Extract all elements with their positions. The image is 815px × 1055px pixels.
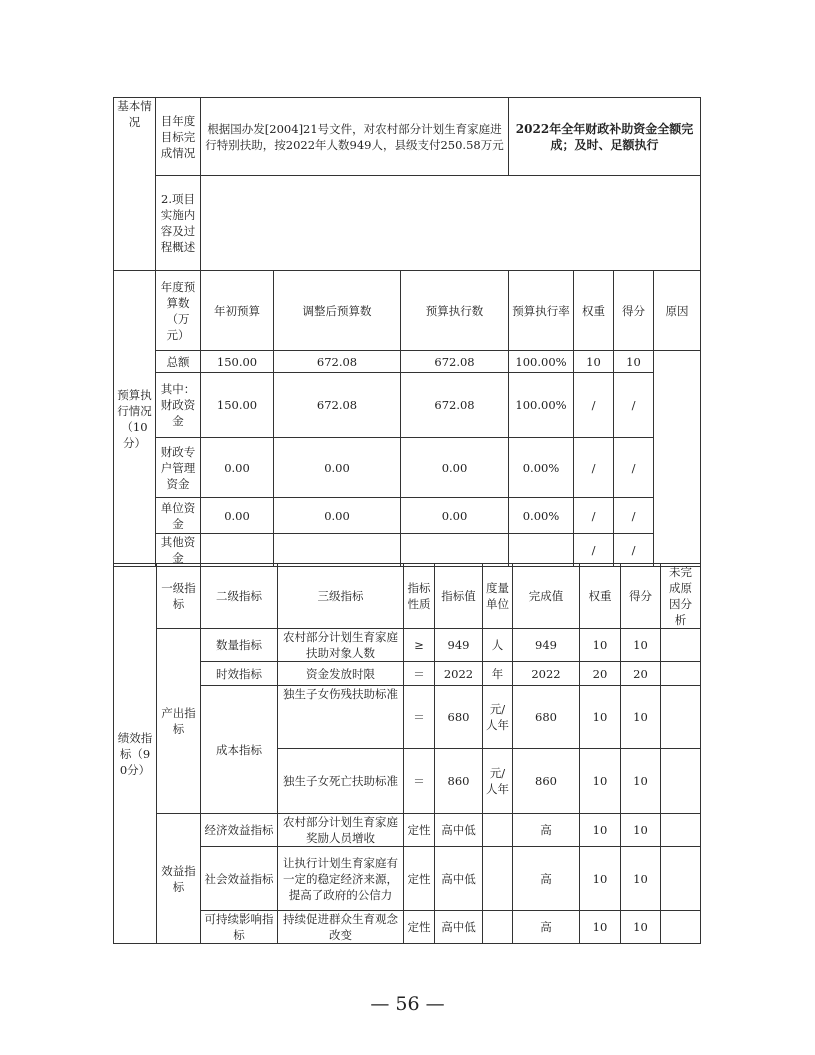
budget-row [114, 534, 701, 567]
level3-indicator: 持续促进群众生育观念改变 [278, 911, 404, 944]
score: / [614, 373, 654, 438]
perf-row [114, 911, 701, 944]
budget-header: 年度预算数（万元） [156, 271, 201, 351]
indicator-nature: 定性 [404, 911, 435, 944]
score: / [614, 438, 654, 498]
weight: 10 [580, 847, 621, 911]
weight: 10 [580, 749, 621, 814]
score: 10 [621, 686, 661, 749]
budget-header: 年初预算 [201, 271, 274, 351]
weight: 20 [580, 662, 621, 686]
indicator-value: 高中低 [435, 814, 483, 847]
executed-budget: 0.00 [401, 498, 509, 534]
row-name: 财政专户管理资金 [156, 438, 201, 498]
initial-budget: 150.00 [201, 373, 274, 438]
score: 10 [621, 629, 661, 662]
indicator-value: 860 [435, 749, 483, 814]
perf-header: 一级指标 [157, 564, 201, 629]
budget-table [113, 270, 701, 567]
adjusted-budget: 672.08 [274, 351, 401, 373]
goal-result: 2022年全年财政补助资金全额完成；及时、足额执行 [509, 98, 701, 176]
budget-header: 调整后预算数 [274, 271, 401, 351]
completed-value: 高 [513, 814, 580, 847]
score: / [614, 534, 654, 567]
weight: 10 [580, 911, 621, 944]
completed-value: 高 [513, 911, 580, 944]
execution-rate: 0.00% [509, 438, 574, 498]
unit: 元/人年 [483, 686, 513, 749]
perf-label: 绩效指标（90分） [114, 564, 157, 944]
weight: / [574, 534, 614, 567]
budget-row [114, 373, 701, 438]
adjusted-budget [274, 534, 401, 567]
performance-table [113, 563, 701, 944]
level3-indicator: 让执行计划生育家庭有一定的稳定经济来源，提高了政府的公信力 [278, 847, 404, 911]
reason-cell [661, 814, 701, 847]
indicator-nature: 定性 [404, 847, 435, 911]
weight: 10 [580, 814, 621, 847]
reason-cell [661, 911, 701, 944]
score: 10 [621, 749, 661, 814]
reason-cell [661, 847, 701, 911]
reason-cell [661, 686, 701, 749]
score: 10 [621, 814, 661, 847]
weight: 10 [574, 351, 614, 373]
executed-budget [401, 534, 509, 567]
indicator-value: 949 [435, 629, 483, 662]
unit [483, 814, 513, 847]
budget-label: 预算执行情况（10分） [114, 271, 156, 567]
initial-budget: 0.00 [201, 498, 274, 534]
budget-header: 原因 [654, 271, 701, 351]
basic-info-table [113, 97, 701, 271]
level2-indicator: 数量指标 [201, 629, 278, 662]
level3-indicator: 农村部分计划生育家庭扶助对象人数 [278, 629, 404, 662]
perf-header: 完成值 [513, 564, 580, 629]
perf-header: 未完成原因分析 [661, 564, 701, 629]
budget-row [114, 498, 701, 534]
weight: / [574, 373, 614, 438]
perf-row [114, 662, 701, 686]
budget-row [114, 351, 701, 373]
score: 10 [621, 847, 661, 911]
executed-budget: 672.08 [401, 373, 509, 438]
executed-budget: 0.00 [401, 438, 509, 498]
perf-row [114, 847, 701, 911]
level2-indicator: 社会效益指标 [201, 847, 278, 911]
page-number: — 56 — [370, 993, 445, 1015]
indicator-nature: ＝ [404, 686, 435, 749]
indicator-nature: ＝ [404, 662, 435, 686]
row-name: 总额 [156, 351, 201, 373]
initial-budget: 150.00 [201, 351, 274, 373]
perf-header: 度量单位 [483, 564, 513, 629]
unit: 人 [483, 629, 513, 662]
perf-row [114, 814, 701, 847]
indicator-nature: ＝ [404, 749, 435, 814]
budget-header: 权重 [574, 271, 614, 351]
execution-rate: 100.00% [509, 373, 574, 438]
indicator-nature: ≥ [404, 629, 435, 662]
score: 20 [621, 662, 661, 686]
level2-indicator: 时效指标 [201, 662, 278, 686]
perf-header: 指标值 [435, 564, 483, 629]
score: / [614, 498, 654, 534]
perf-header: 得分 [621, 564, 661, 629]
level2-indicator: 可持续影响指标 [201, 911, 278, 944]
initial-budget [201, 534, 274, 567]
completed-value: 949 [513, 629, 580, 662]
level1-indicator: 效益指标 [157, 814, 201, 944]
indicator-nature: 定性 [404, 814, 435, 847]
weight: / [574, 438, 614, 498]
weight: 10 [580, 686, 621, 749]
adjusted-budget: 672.08 [274, 373, 401, 438]
goal-text: 根据国办发[2004]21号文件，对农村部分计划生育家庭进行特别扶助，按2022年人数949人，县级支付250.58万元 [201, 98, 509, 176]
indicator-value: 高中低 [435, 911, 483, 944]
execution-rate: 100.00% [509, 351, 574, 373]
weight: 10 [580, 629, 621, 662]
level3-indicator: 独生子女伤残扶助标准 [278, 686, 404, 749]
indicator-value: 680 [435, 686, 483, 749]
reason-cell [661, 662, 701, 686]
initial-budget: 0.00 [201, 438, 274, 498]
impl-text [201, 176, 701, 271]
unit [483, 847, 513, 911]
execution-rate: 0.00% [509, 498, 574, 534]
budget-row [114, 438, 701, 498]
unit [483, 911, 513, 944]
unit: 年 [483, 662, 513, 686]
weight: / [574, 498, 614, 534]
budget-header: 预算执行率 [509, 271, 574, 351]
perf-header: 权重 [580, 564, 621, 629]
executed-budget: 672.08 [401, 351, 509, 373]
budget-header: 得分 [614, 271, 654, 351]
score: 10 [621, 911, 661, 944]
adjusted-budget: 0.00 [274, 498, 401, 534]
level1-indicator: 产出指标 [157, 629, 201, 814]
perf-header: 指标性质 [404, 564, 435, 629]
completed-value: 860 [513, 749, 580, 814]
level3-indicator: 资金发放时限 [278, 662, 404, 686]
completed-value: 高 [513, 847, 580, 911]
unit: 元/人年 [483, 749, 513, 814]
perf-header: 二级指标 [201, 564, 278, 629]
perf-header: 三级指标 [278, 564, 404, 629]
row-name: 单位资金 [156, 498, 201, 534]
level2-indicator: 经济效益指标 [201, 814, 278, 847]
reason-cell [661, 629, 701, 662]
level3-indicator: 独生子女死亡扶助标准 [278, 749, 404, 814]
basic-label: 基本情况 [114, 98, 156, 271]
completed-value: 2022 [513, 662, 580, 686]
completed-value: 680 [513, 686, 580, 749]
indicator-value: 2022 [435, 662, 483, 686]
perf-row [114, 629, 701, 662]
budget-header: 预算执行数 [401, 271, 509, 351]
level2-indicator: 成本指标 [201, 686, 278, 814]
reason-cell [654, 351, 701, 567]
level3-indicator: 农村部分计划生育家庭奖励人员增收 [278, 814, 404, 847]
adjusted-budget: 0.00 [274, 438, 401, 498]
perf-row [114, 686, 701, 749]
indicator-value: 高中低 [435, 847, 483, 911]
goal-label: 目年度目标完成情况 [156, 98, 201, 176]
row-name: 其中：财政资金 [156, 373, 201, 438]
reason-cell [661, 749, 701, 814]
impl-label: 2.项目实施内容及过程概述 [156, 176, 201, 271]
score: 10 [614, 351, 654, 373]
row-name: 其他资金 [156, 534, 201, 567]
execution-rate [509, 534, 574, 567]
